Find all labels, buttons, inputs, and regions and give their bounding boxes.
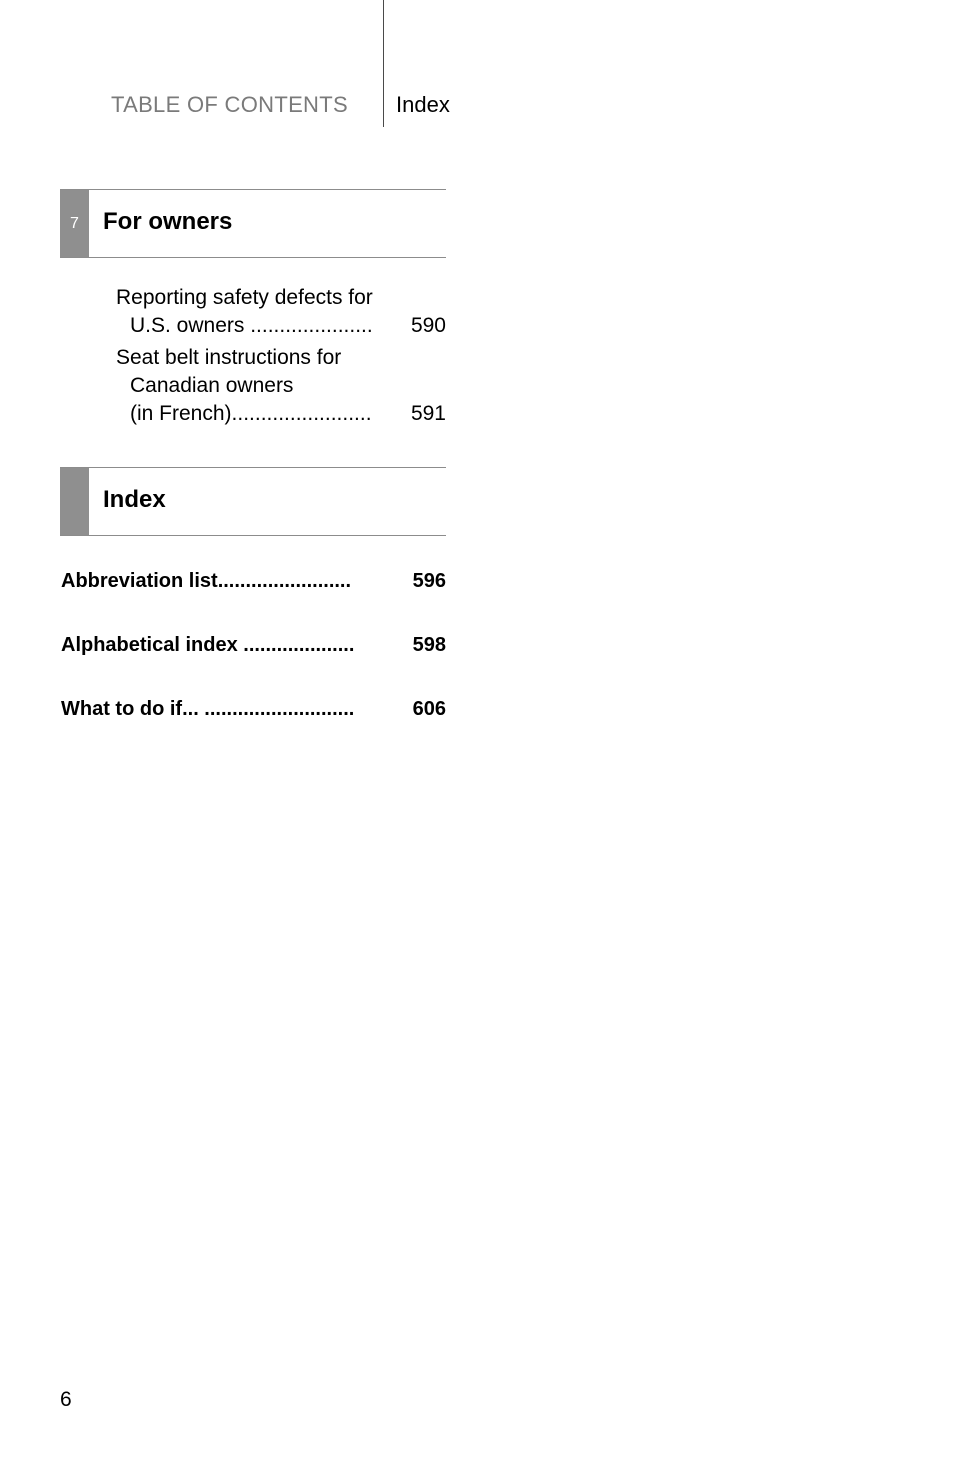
section-header-for-owners	[60, 189, 446, 258]
header-divider	[383, 0, 384, 127]
section-header-index	[60, 467, 446, 536]
toc-entry-abbreviation-list[interactable]	[61, 567, 446, 595]
section-number-tab	[60, 468, 89, 535]
toc-entry-label: What to do if... ...........................	[61, 698, 355, 720]
toc-entry-line: Canadian owners	[130, 374, 294, 397]
running-header-chapter: Index	[396, 92, 450, 117]
toc-entry-what-to-do-if[interactable]	[61, 695, 446, 723]
toc-page-number: 591	[410, 402, 446, 425]
toc-entry-label: Alphabetical index ....................	[61, 634, 355, 656]
toc-entry-line: Reporting safety defects for	[116, 286, 373, 309]
toc-page-number: 606	[412, 698, 446, 720]
running-header-section: TABLE OF CONTENTS	[111, 92, 348, 117]
toc-entry-label: Abbreviation list........................	[61, 570, 352, 592]
toc-page-number: 596	[412, 570, 446, 592]
toc-entry-reporting-safety-defects[interactable]	[116, 284, 446, 340]
page-number: 6	[60, 1388, 72, 1411]
section-title: Index	[103, 486, 166, 513]
toc-page-number: 590	[410, 314, 446, 337]
section-title: For owners	[103, 208, 233, 235]
toc-page-number: 598	[412, 634, 446, 656]
toc-entry-line: U.S. owners .....................	[130, 314, 373, 337]
toc-entry-line: (in French)........................	[130, 402, 372, 425]
toc-entry-line: Seat belt instructions for	[116, 346, 342, 369]
section-number-tab: 7	[60, 190, 89, 257]
toc-entry-seat-belt-instructions[interactable]	[116, 344, 446, 428]
toc-entry-alphabetical-index[interactable]	[61, 631, 446, 659]
